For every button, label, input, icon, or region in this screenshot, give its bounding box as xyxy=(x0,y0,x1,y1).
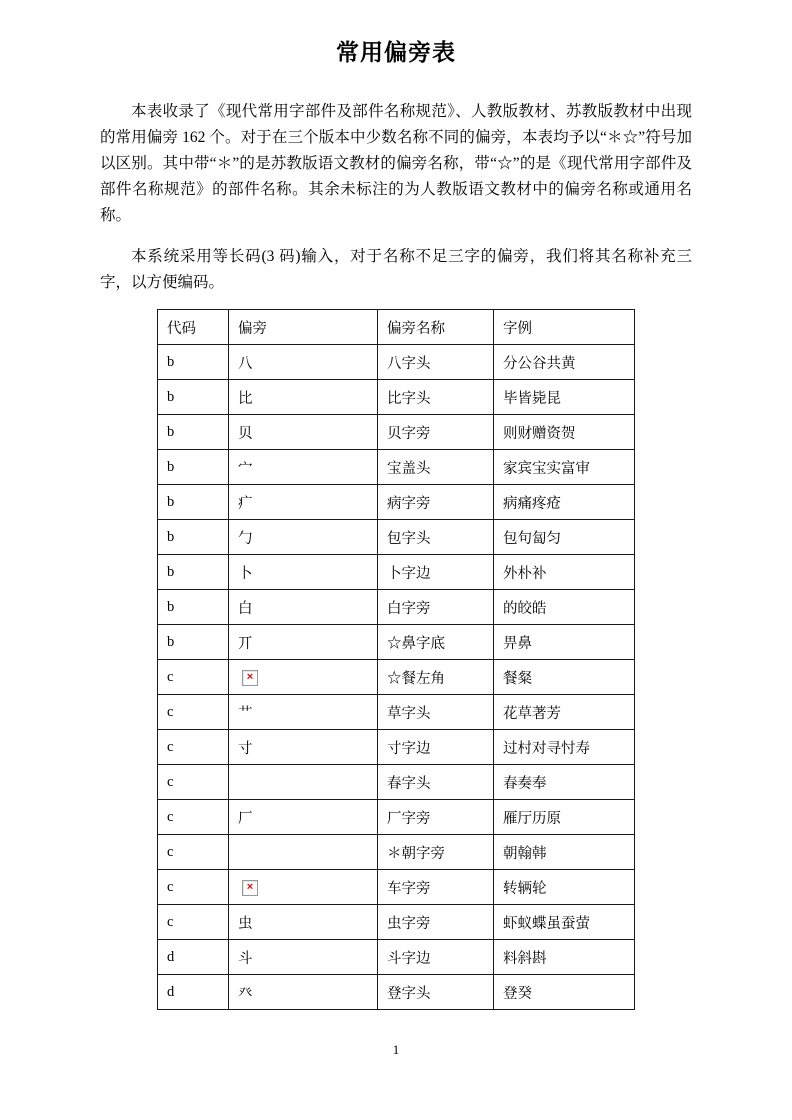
examples-cell: 包句匐匀 xyxy=(494,520,635,555)
radical-name-cell: 包字头 xyxy=(378,520,494,555)
radical-cell: 癶 xyxy=(229,975,378,1010)
table-row xyxy=(158,870,635,905)
table-row xyxy=(158,765,635,800)
radical-name-cell: 登字头 xyxy=(378,975,494,1010)
table-row xyxy=(158,730,635,765)
radical-cell: 厂 xyxy=(229,800,378,835)
table-row xyxy=(158,975,635,1010)
examples-cell: 料斜斟 xyxy=(494,940,635,975)
examples-cell: 分公谷共黄 xyxy=(494,345,635,380)
radical-cell: 寸 xyxy=(229,730,378,765)
column-header-examples: 字例 xyxy=(494,310,635,345)
examples-cell: 虾蚁蝶虽蚕萤 xyxy=(494,905,635,940)
radical-name-cell: ☆鼻字底 xyxy=(378,625,494,660)
code-cell: d xyxy=(158,940,229,975)
header-row xyxy=(158,310,635,345)
code-cell: b xyxy=(158,590,229,625)
table-row xyxy=(158,380,635,415)
code-cell: c xyxy=(158,870,229,905)
column-header-name: 偏旁名称 xyxy=(378,310,494,345)
radical-name-cell: 病字旁 xyxy=(378,485,494,520)
radical-cell xyxy=(229,765,378,800)
examples-cell: 则财赠资贺 xyxy=(494,415,635,450)
radical-name-cell: 八字头 xyxy=(378,345,494,380)
examples-cell: 花草著芳 xyxy=(494,695,635,730)
examples-cell: 登癸 xyxy=(494,975,635,1010)
table-row xyxy=(158,345,635,380)
radical-cell: 白 xyxy=(229,590,378,625)
radical-cell: 疒 xyxy=(229,485,378,520)
code-cell: b xyxy=(158,415,229,450)
code-cell: c xyxy=(158,765,229,800)
radical-name-cell: 白字旁 xyxy=(378,590,494,625)
table-row xyxy=(158,660,635,695)
table-row xyxy=(158,415,635,450)
radical-name-cell: 卜字边 xyxy=(378,555,494,590)
radical-name-cell: 草字头 xyxy=(378,695,494,730)
table-row xyxy=(158,555,635,590)
table-row xyxy=(158,695,635,730)
radical-table xyxy=(157,309,635,1010)
radical-name-cell: 贝字旁 xyxy=(378,415,494,450)
column-header-radical: 偏旁 xyxy=(229,310,378,345)
code-cell: c xyxy=(158,800,229,835)
radical-cell xyxy=(229,835,378,870)
code-cell: c xyxy=(158,730,229,765)
table-row xyxy=(158,590,635,625)
examples-cell: 春奏奉 xyxy=(494,765,635,800)
page-title: 常用偏旁表 xyxy=(336,40,456,65)
radical-cell: 勹 xyxy=(229,520,378,555)
examples-cell: 毕皆毙昆 xyxy=(494,380,635,415)
radical-name-cell: 虫字旁 xyxy=(378,905,494,940)
radical-name-cell: 春字头 xyxy=(378,765,494,800)
examples-cell: 雁厅历原 xyxy=(494,800,635,835)
table-row xyxy=(158,940,635,975)
examples-cell: 转辆轮 xyxy=(494,870,635,905)
table-row xyxy=(158,905,635,940)
table-row xyxy=(158,450,635,485)
radical-name-cell: 比字头 xyxy=(378,380,494,415)
radical-name-cell: ☆餐左角 xyxy=(378,660,494,695)
code-cell: b xyxy=(158,345,229,380)
broken-image-icon: × xyxy=(242,670,258,686)
radical-cell: 宀 xyxy=(229,450,378,485)
intro-paragraph-2: 本系统采用等长码(3 码)输入，对于名称不足三字的偏旁，我们将其名称补充三字，以方便编码。 xyxy=(100,248,692,291)
examples-cell: 病痛疼疮 xyxy=(494,485,635,520)
examples-cell: 家宾宝实富审 xyxy=(494,450,635,485)
page-number: 1 xyxy=(392,1042,400,1057)
code-cell: c xyxy=(158,695,229,730)
examples-cell: 畀鼻 xyxy=(494,625,635,660)
radical-cell: 卜 xyxy=(229,555,378,590)
radical-cell: 比 xyxy=(229,380,378,415)
radical-name-cell: 斗字边 xyxy=(378,940,494,975)
radical-cell: 贝 xyxy=(229,415,378,450)
radical-name-cell: 宝盖头 xyxy=(378,450,494,485)
radical-name-cell: 车字旁 xyxy=(378,870,494,905)
examples-cell: 外朴补 xyxy=(494,555,635,590)
radical-name-cell: 寸字边 xyxy=(378,730,494,765)
examples-cell: 餐粲 xyxy=(494,660,635,695)
broken-image-icon: × xyxy=(242,880,258,896)
table-row xyxy=(158,485,635,520)
column-header-code: 代码 xyxy=(158,310,229,345)
radical-cell: 丌 xyxy=(229,625,378,660)
radical-cell: 斗 xyxy=(229,940,378,975)
table-row xyxy=(158,835,635,870)
radical-cell: 八 xyxy=(229,345,378,380)
examples-cell: 过村对寻忖寿 xyxy=(494,730,635,765)
radical-name-cell: ＊朝字旁 xyxy=(378,835,494,870)
radical-cell xyxy=(229,660,378,695)
code-cell: b xyxy=(158,555,229,590)
code-cell: b xyxy=(158,625,229,660)
code-cell: d xyxy=(158,975,229,1010)
radical-name-cell: 厂字旁 xyxy=(378,800,494,835)
code-cell: b xyxy=(158,520,229,555)
radical-cell xyxy=(229,870,378,905)
code-cell: c xyxy=(158,905,229,940)
examples-cell: 朝翰韩 xyxy=(494,835,635,870)
table-row xyxy=(158,800,635,835)
radical-cell: 艹 xyxy=(229,695,378,730)
code-cell: b xyxy=(158,450,229,485)
radical-table-body xyxy=(158,345,635,1010)
examples-cell: 的皎皓 xyxy=(494,590,635,625)
code-cell: b xyxy=(158,485,229,520)
table-row xyxy=(158,520,635,555)
intro-paragraph-1: 本表收录了《现代常用字部件及部件名称规范》、人教版教材、苏教版教材中出现的常用偏旁 162 个。对于在三个版本中少数名称不同的偏旁，本表均予以“＊☆”符号加以区别。其中带“＊”的是苏教版语文教材的偏旁名称，带“☆”的是《现代常用字部件及部件名称规范》的部件名称。其余未标注的为人教版语文教材中的偏旁名称或通用名称。 xyxy=(100,103,692,224)
code-cell: c xyxy=(158,660,229,695)
radical-table-header xyxy=(158,310,635,345)
code-cell: c xyxy=(158,835,229,870)
code-cell: b xyxy=(158,380,229,415)
radical-cell: 虫 xyxy=(229,905,378,940)
table-row xyxy=(158,625,635,660)
